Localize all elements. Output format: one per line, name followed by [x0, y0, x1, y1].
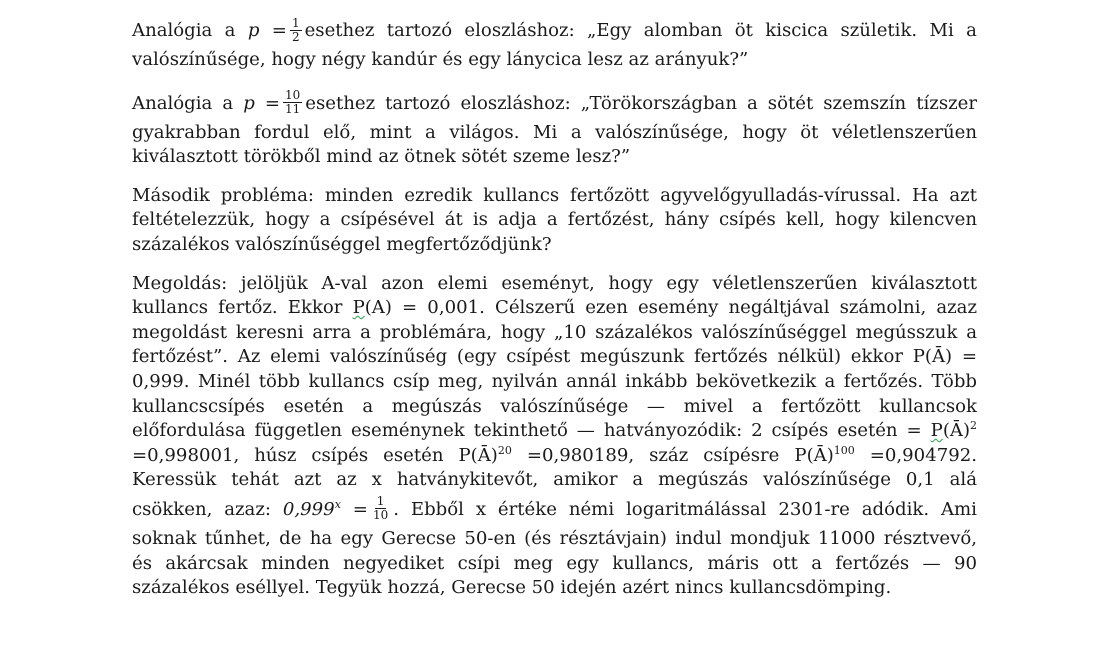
exponent: x [334, 497, 341, 511]
fraction-denominator: 10 [372, 508, 389, 523]
text-line: kullancscsípés esetén a megúszás valószínűsége — mivel a fertőzött kullancsok [132, 395, 977, 417]
text-line: kiválasztott törökből mind az ötnek sötét szeme lesz?” [132, 146, 631, 168]
fraction-ten-elevenths [283, 89, 302, 116]
fraction-numerator: 1 [291, 15, 300, 30]
text-fragment: Analógia a [132, 20, 236, 41]
text-line: százalékos valószínűséggel megfertőződjünk? [132, 233, 552, 255]
text-line [132, 444, 977, 469]
text-fragment: (Ā) [942, 420, 970, 442]
exponent: 100 [833, 443, 855, 457]
math-equals: = [271, 20, 287, 41]
paragraph-analogy-half [132, 14, 977, 73]
text-fragment: csökken, azaz: [132, 498, 271, 520]
text-fragment: (A) = 0,001. Célszerű ezen esemény negáltjával számolni, azaz [364, 297, 977, 319]
text-line: gyakrabban fordul elő, mint a világos. Mi a valószínűsége, hogy öt véletlenszerűen [132, 121, 977, 143]
math-expression [283, 499, 341, 520]
text-line [132, 419, 977, 444]
math-variable-p: p [243, 92, 255, 114]
text-fragment: =0,904792. [854, 444, 977, 466]
text-fragment: . Ebből x értéke némi logaritmálással 2301-re adódik. Ami [393, 498, 977, 520]
text-line: 0,999. Minél több kullancs csíp meg, nyilván annál inkább bekövetkezik a fertőzés. Több [132, 370, 977, 392]
paragraph-second-problem [132, 184, 977, 258]
text-fragment: =0,980189, száz csípésre P(Ā) [511, 444, 834, 466]
paragraph-solution [132, 272, 977, 601]
fraction-one-half [290, 17, 302, 44]
text-line [132, 493, 977, 527]
text-line: valószínűsége, hogy négy kandúr és egy lánycica lesz az arányuk?” [132, 49, 749, 70]
text-line: Második probléma: minden ezredik kullancs fertőzött agyvelőgyulladás-vírussal. Ha azt [132, 184, 977, 206]
text-line [132, 14, 977, 48]
text-line: fertőzést”. Az elemi valószínűség (egy csípést megúszunk fertőzés nélkül) ekkor P(Ā) = [132, 346, 977, 368]
text-line [132, 296, 977, 321]
text-fragment: =0,998001, húsz csípés esetén P(Ā) [132, 444, 498, 466]
math-base: 0,999 [282, 498, 335, 520]
fraction-numerator: 10 [284, 88, 301, 103]
exponent: 20 [497, 443, 512, 457]
text-line: soknak tűnhet, de ha egy Gerecse 50-en (és résztávjain) indul mondjuk 11000 résztvevő, [132, 527, 977, 549]
spellcheck-mark: P [930, 420, 943, 442]
text-line: százalékos eséllyel. Tegyük hozzá, Gerecse 50 idején azért nincs kullancsdömping. [132, 577, 892, 599]
text-line: Megoldás: jelöljük A-val azon elemi eseményt, hogy egy véletlenszerűen kiválasztott [132, 272, 977, 294]
text-fragment: esethez tartozó eloszláshoz: „Egy alomban öt kiscica születik. Mi a [304, 20, 977, 41]
text-fragment: kullancs fertőz. Ekkor [132, 297, 343, 319]
text-fragment: esethez tartozó eloszláshoz: „Törökországban a sötét szemszín tízszer [305, 92, 977, 114]
fraction-denominator: 2 [291, 29, 300, 44]
exponent: 2 [970, 419, 977, 433]
math-equals: = [352, 498, 368, 520]
math-equals: = [264, 92, 280, 114]
fraction-numerator: 1 [376, 494, 385, 509]
fraction-denominator: 11 [284, 102, 301, 117]
text-fragment: előfordulása független eseménynek tekinthető — hatványozódik: 2 csípés esetén = [132, 420, 922, 442]
text-line: és akárcsak minden negyediket csípi meg egy kullancs, máris ott a fertőzés — 90 [132, 552, 977, 574]
paragraph-analogy-ten-elevenths [132, 87, 977, 170]
text-line [132, 87, 977, 121]
text-line: feltételezzük, hogy a csípésével át is adja a fertőzést, hány csípés kell, hogy kilencven [132, 209, 977, 231]
text-line: Keressük tehát azt az x hatványkitevőt, amikor a megúszás valószínűsége 0,1 alá [132, 469, 977, 491]
document-page [132, 14, 977, 601]
fraction-one-tenth [371, 495, 390, 522]
text-line: megoldást keresni arra a problémára, hogy „10 százalékos valószínűséggel megússzuk a [132, 321, 977, 343]
text-fragment: Analógia a [132, 92, 234, 114]
math-variable-p: p [247, 20, 260, 41]
spellcheck-mark: P [352, 297, 365, 319]
